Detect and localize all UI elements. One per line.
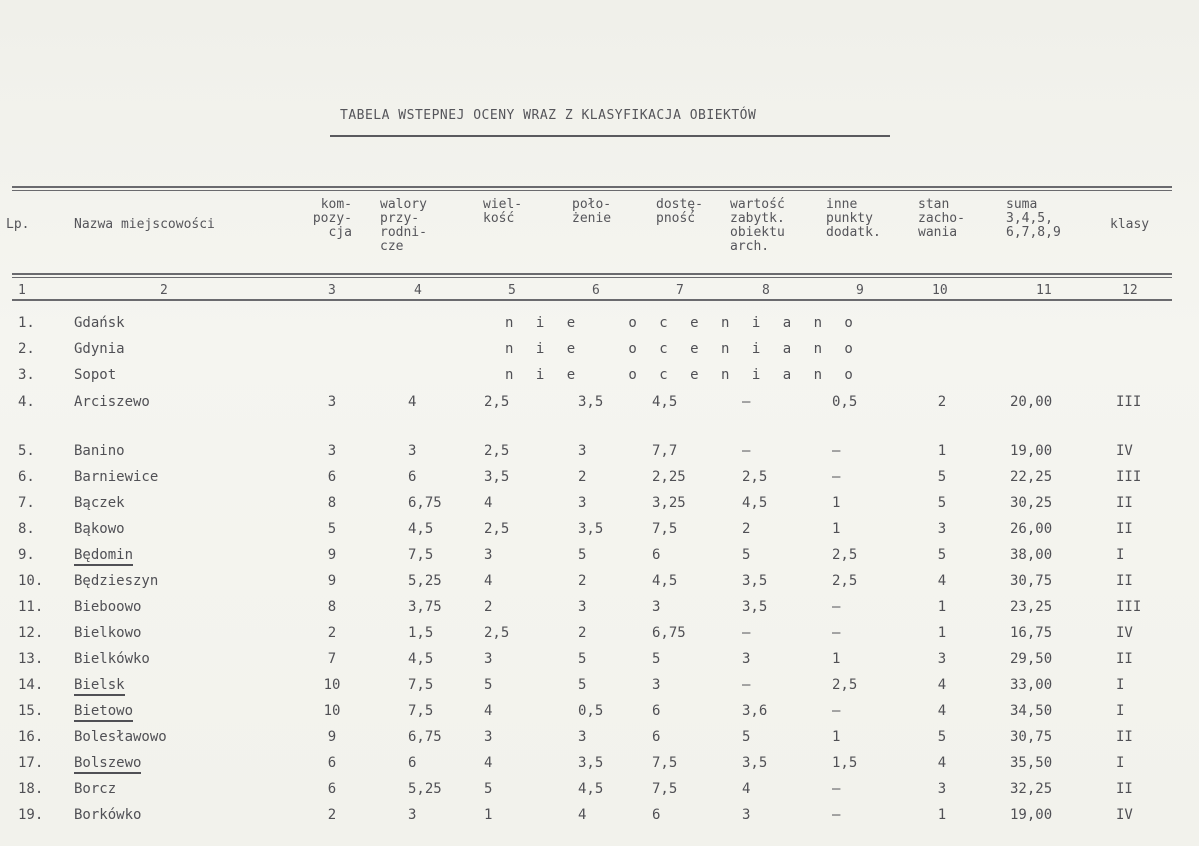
cell-inne: 1 (832, 651, 841, 667)
cell-klasa: III (1116, 394, 1142, 410)
town-name: Bieboowo (74, 599, 142, 615)
cell-wartosc: 2,5 (742, 469, 768, 485)
cell-dostepnosc: 6 (652, 729, 661, 745)
table-row (0, 807, 1199, 833)
table-row (0, 651, 1199, 677)
cell-inne: 0,5 (832, 394, 858, 410)
cell-walory: 6,75 (408, 729, 442, 745)
cell-kompozycja: 10 (323, 677, 341, 693)
cell-inne: – (832, 703, 841, 719)
header-lp: Lp. (6, 217, 30, 232)
table-row (0, 341, 1199, 367)
cell-wielkosc: 5 (484, 781, 493, 797)
cell-wartosc: – (742, 443, 751, 459)
cell-kompozycja: 9 (327, 573, 337, 589)
table-row (0, 573, 1199, 599)
column-number: 8 (762, 283, 770, 298)
cell-klasa: I (1116, 755, 1125, 771)
cell-stan: 5 (937, 495, 947, 511)
row-number: 3. (18, 367, 35, 383)
town-name: Banino (74, 443, 125, 459)
cell-inne: – (832, 807, 841, 823)
cell-dostepnosc: 7,5 (652, 781, 678, 797)
row-number: 18. (18, 781, 44, 797)
cell-wielkosc: 2 (484, 599, 493, 615)
town-name: Gdynia (74, 341, 125, 357)
not-rated-note: n i e o c e n i a n o (505, 341, 860, 357)
cell-polozenie: 5 (578, 547, 587, 563)
table-row (0, 755, 1199, 781)
cell-walory: 7,5 (408, 547, 434, 563)
cell-klasa: II (1116, 573, 1133, 589)
cell-kompozycja: 9 (327, 729, 337, 745)
cell-stan: 1 (937, 443, 947, 459)
cell-wartosc: – (742, 625, 751, 641)
cell-stan: 5 (937, 547, 947, 563)
cell-dostepnosc: 6 (652, 807, 661, 823)
cell-inne: – (832, 469, 841, 485)
cell-polozenie: 3 (578, 729, 587, 745)
cell-klasa: II (1116, 729, 1133, 745)
cell-dostepnosc: 7,5 (652, 755, 678, 771)
table-row (0, 495, 1199, 521)
cell-kompozycja: 2 (327, 625, 337, 641)
cell-wielkosc: 3 (484, 547, 493, 563)
cell-klasa: II (1116, 495, 1133, 511)
town-name: Będomin (74, 547, 133, 566)
town-name: Gdańsk (74, 315, 125, 331)
cell-dostepnosc: 6 (652, 547, 661, 563)
cell-polozenie: 5 (578, 651, 587, 667)
cell-klasa: III (1116, 599, 1142, 615)
cell-walory: 1,5 (408, 625, 434, 641)
cell-polozenie: 2 (578, 573, 587, 589)
cell-walory: 4,5 (408, 521, 434, 537)
cell-inne: 2,5 (832, 677, 858, 693)
cell-wielkosc: 5 (484, 677, 493, 693)
column-number: 1 (18, 283, 26, 298)
header-dostepnosc: dostę- pność (656, 197, 703, 226)
cell-suma: 19,00 (1010, 807, 1053, 823)
cell-inne: 1,5 (832, 755, 858, 771)
cell-wartosc: 2 (742, 521, 751, 537)
cell-klasa: II (1116, 781, 1133, 797)
cell-dostepnosc: 6 (652, 703, 661, 719)
column-number: 9 (856, 283, 864, 298)
cell-suma: 33,00 (1010, 677, 1053, 693)
cell-polozenie: 3,5 (578, 521, 604, 537)
cell-kompozycja: 10 (323, 703, 341, 719)
cell-suma: 29,50 (1010, 651, 1053, 667)
cell-polozenie: 3,5 (578, 755, 604, 771)
cell-wartosc: 3 (742, 651, 751, 667)
cell-stan: 2 (937, 394, 947, 410)
row-number: 9. (18, 547, 35, 563)
cell-dostepnosc: 4,5 (652, 573, 678, 589)
cell-walory: 5,25 (408, 573, 442, 589)
cell-wielkosc: 1 (484, 807, 493, 823)
cell-klasa: IV (1116, 443, 1133, 459)
cell-kompozycja: 8 (327, 599, 337, 615)
table-row (0, 547, 1199, 573)
cell-dostepnosc: 6,75 (652, 625, 686, 641)
header-bottom-rule (12, 273, 1172, 275)
column-number: 5 (508, 283, 516, 298)
title-underline (330, 135, 890, 137)
town-name: Bielsk (74, 677, 125, 696)
numbers-bottom-rule (12, 299, 1172, 301)
header-inne: inne punkty dodatk. (826, 197, 881, 240)
table-row (0, 625, 1199, 651)
cell-polozenie: 3 (578, 599, 587, 615)
header-wartosc: wartość zabytk. obiektu arch. (730, 197, 785, 254)
cell-kompozycja: 7 (327, 651, 337, 667)
row-number: 16. (18, 729, 44, 745)
town-name: Będzieszyn (74, 573, 159, 589)
cell-kompozycja: 5 (327, 521, 337, 537)
table-row (0, 677, 1199, 703)
header-walory: walory przy- rodni- cze (380, 197, 427, 254)
table-row (0, 781, 1199, 807)
cell-klasa: IV (1116, 807, 1133, 823)
column-number: 4 (414, 283, 422, 298)
cell-suma: 30,75 (1010, 729, 1053, 745)
table-row (0, 315, 1199, 341)
cell-polozenie: 2 (578, 469, 587, 485)
cell-kompozycja: 3 (327, 394, 337, 410)
cell-inne: – (832, 599, 841, 615)
row-number: 15. (18, 703, 44, 719)
row-number: 12. (18, 625, 44, 641)
cell-wielkosc: 4 (484, 703, 493, 719)
cell-wielkosc: 3,5 (484, 469, 510, 485)
row-number: 11. (18, 599, 44, 615)
table-row (0, 394, 1199, 420)
cell-klasa: I (1116, 547, 1125, 563)
cell-stan: 3 (937, 781, 947, 797)
not-rated-note: n i e o c e n i a n o (505, 367, 860, 383)
cell-klasa: II (1116, 521, 1133, 537)
cell-stan: 4 (937, 755, 947, 771)
cell-wielkosc: 4 (484, 755, 493, 771)
cell-walory: 3,75 (408, 599, 442, 615)
cell-inne: 2,5 (832, 573, 858, 589)
not-rated-note: n i e o c e n i a n o (505, 315, 860, 331)
cell-dostepnosc: 2,25 (652, 469, 686, 485)
town-name: Arciszewo (74, 394, 150, 410)
cell-wartosc: 3 (742, 807, 751, 823)
cell-suma: 34,50 (1010, 703, 1053, 719)
cell-walory: 3 (408, 807, 417, 823)
column-number: 6 (592, 283, 600, 298)
cell-polozenie: 4 (578, 807, 587, 823)
cell-walory: 6 (408, 755, 417, 771)
column-number: 11 (1036, 283, 1052, 298)
cell-inne: 1 (832, 495, 841, 511)
cell-wartosc: 4,5 (742, 495, 768, 511)
cell-suma: 16,75 (1010, 625, 1053, 641)
town-name: Bolesławowo (74, 729, 167, 745)
cell-kompozycja: 3 (327, 443, 337, 459)
town-name: Bolszewo (74, 755, 141, 774)
column-number: 7 (676, 283, 684, 298)
cell-stan: 5 (937, 469, 947, 485)
cell-stan: 1 (937, 625, 947, 641)
cell-wielkosc: 2,5 (484, 625, 510, 641)
cell-inne: 1 (832, 729, 841, 745)
row-number: 8. (18, 521, 35, 537)
cell-polozenie: 5 (578, 677, 587, 693)
row-number: 4. (18, 394, 35, 410)
cell-polozenie: 0,5 (578, 703, 604, 719)
cell-kompozycja: 2 (327, 807, 337, 823)
page-title: TABELA WSTEPNEJ OCENY WRAZ Z KLASYFIKACJA OBIEKTÓW (340, 108, 757, 123)
town-name: Bączek (74, 495, 125, 511)
cell-suma: 30,25 (1010, 495, 1053, 511)
cell-walory: 3 (408, 443, 417, 459)
cell-klasa: II (1116, 651, 1133, 667)
header-top-rule-2 (12, 190, 1172, 191)
column-number: 2 (160, 283, 168, 298)
cell-wartosc: – (742, 677, 751, 693)
row-number: 17. (18, 755, 44, 771)
cell-stan: 1 (937, 599, 947, 615)
cell-walory: 7,5 (408, 703, 434, 719)
row-number: 6. (18, 469, 35, 485)
town-name: Borcz (74, 781, 117, 797)
cell-walory: 6 (408, 469, 417, 485)
cell-walory: 4,5 (408, 651, 434, 667)
cell-wielkosc: 3 (484, 651, 493, 667)
cell-suma: 26,00 (1010, 521, 1053, 537)
column-number: 3 (328, 283, 336, 298)
cell-kompozycja: 6 (327, 469, 337, 485)
header-stan: stan zacho- wania (918, 197, 965, 240)
table-row (0, 367, 1199, 393)
cell-dostepnosc: 7,7 (652, 443, 678, 459)
cell-polozenie: 3 (578, 443, 587, 459)
cell-suma: 32,25 (1010, 781, 1053, 797)
cell-walory: 6,75 (408, 495, 442, 511)
cell-stan: 1 (937, 807, 947, 823)
cell-wartosc: 4 (742, 781, 751, 797)
table-row (0, 469, 1199, 495)
table-row (0, 521, 1199, 547)
cell-wartosc: 3,5 (742, 599, 768, 615)
cell-inne: – (832, 443, 841, 459)
cell-wielkosc: 4 (484, 495, 493, 511)
cell-stan: 5 (937, 729, 947, 745)
cell-inne: 1 (832, 521, 841, 537)
cell-stan: 3 (937, 521, 947, 537)
cell-wielkosc: 3 (484, 729, 493, 745)
cell-dostepnosc: 3,25 (652, 495, 686, 511)
cell-wielkosc: 4 (484, 573, 493, 589)
row-number: 1. (18, 315, 35, 331)
header-wielkosc: wiel- kość (483, 197, 523, 226)
cell-stan: 4 (937, 677, 947, 693)
row-number: 10. (18, 573, 44, 589)
row-number: 14. (18, 677, 44, 693)
cell-stan: 4 (937, 703, 947, 719)
cell-klasa: I (1116, 703, 1125, 719)
cell-klasa: I (1116, 677, 1125, 693)
town-name: Sopot (74, 367, 117, 383)
cell-wartosc: 5 (742, 547, 751, 563)
cell-suma: 30,75 (1010, 573, 1053, 589)
header-bottom-rule-2 (12, 277, 1172, 278)
cell-wartosc: – (742, 394, 751, 410)
cell-kompozycja: 9 (327, 547, 337, 563)
table-row (0, 443, 1199, 469)
cell-klasa: III (1116, 469, 1142, 485)
cell-suma: 20,00 (1010, 394, 1053, 410)
cell-stan: 4 (937, 573, 947, 589)
cell-kompozycja: 8 (327, 495, 337, 511)
cell-walory: 4 (408, 394, 417, 410)
cell-dostepnosc: 5 (652, 651, 661, 667)
cell-kompozycja: 6 (327, 781, 337, 797)
cell-polozenie: 3,5 (578, 394, 604, 410)
cell-walory: 5,25 (408, 781, 442, 797)
cell-stan: 3 (937, 651, 947, 667)
cell-dostepnosc: 3 (652, 599, 661, 615)
cell-dostepnosc: 7,5 (652, 521, 678, 537)
cell-walory: 7,5 (408, 677, 434, 693)
column-number: 12 (1122, 283, 1138, 298)
cell-polozenie: 2 (578, 625, 587, 641)
cell-suma: 23,25 (1010, 599, 1053, 615)
cell-wartosc: 3,6 (742, 703, 768, 719)
header-kompozycja: kom- pozy- cja (312, 197, 352, 240)
table-row (0, 703, 1199, 729)
row-number: 7. (18, 495, 35, 511)
town-name: Barniewice (74, 469, 159, 485)
town-name: Bielkówko (74, 651, 150, 667)
town-name: Bietowo (74, 703, 133, 722)
cell-wielkosc: 2,5 (484, 394, 510, 410)
cell-polozenie: 4,5 (578, 781, 604, 797)
cell-wartosc: 3,5 (742, 755, 768, 771)
cell-kompozycja: 6 (327, 755, 337, 771)
table-row (0, 599, 1199, 625)
cell-polozenie: 3 (578, 495, 587, 511)
cell-suma: 22,25 (1010, 469, 1053, 485)
town-name: Bielkowo (74, 625, 142, 641)
cell-wartosc: 5 (742, 729, 751, 745)
cell-suma: 35,50 (1010, 755, 1053, 771)
header-polozenie: poło- żenie (572, 197, 612, 226)
header-suma: suma 3,4,5, 6,7,8,9 (1006, 197, 1061, 240)
cell-wielkosc: 2,5 (484, 521, 510, 537)
cell-inne: – (832, 625, 841, 641)
header-top-rule (12, 186, 1172, 188)
header-klasy: klasy (1110, 217, 1150, 232)
row-number: 2. (18, 341, 35, 357)
cell-suma: 38,00 (1010, 547, 1053, 563)
row-number: 19. (18, 807, 44, 823)
cell-inne: – (832, 781, 841, 797)
header-name: Nazwa miejscowości (74, 217, 215, 232)
cell-suma: 19,00 (1010, 443, 1053, 459)
column-number: 10 (932, 283, 948, 298)
cell-dostepnosc: 3 (652, 677, 661, 693)
cell-dostepnosc: 4,5 (652, 394, 678, 410)
table-row (0, 729, 1199, 755)
cell-wartosc: 3,5 (742, 573, 768, 589)
row-number: 13. (18, 651, 44, 667)
town-name: Borkówko (74, 807, 142, 823)
cell-klasa: IV (1116, 625, 1133, 641)
row-number: 5. (18, 443, 35, 459)
town-name: Bąkowo (74, 521, 125, 537)
cell-wielkosc: 2,5 (484, 443, 510, 459)
cell-inne: 2,5 (832, 547, 858, 563)
